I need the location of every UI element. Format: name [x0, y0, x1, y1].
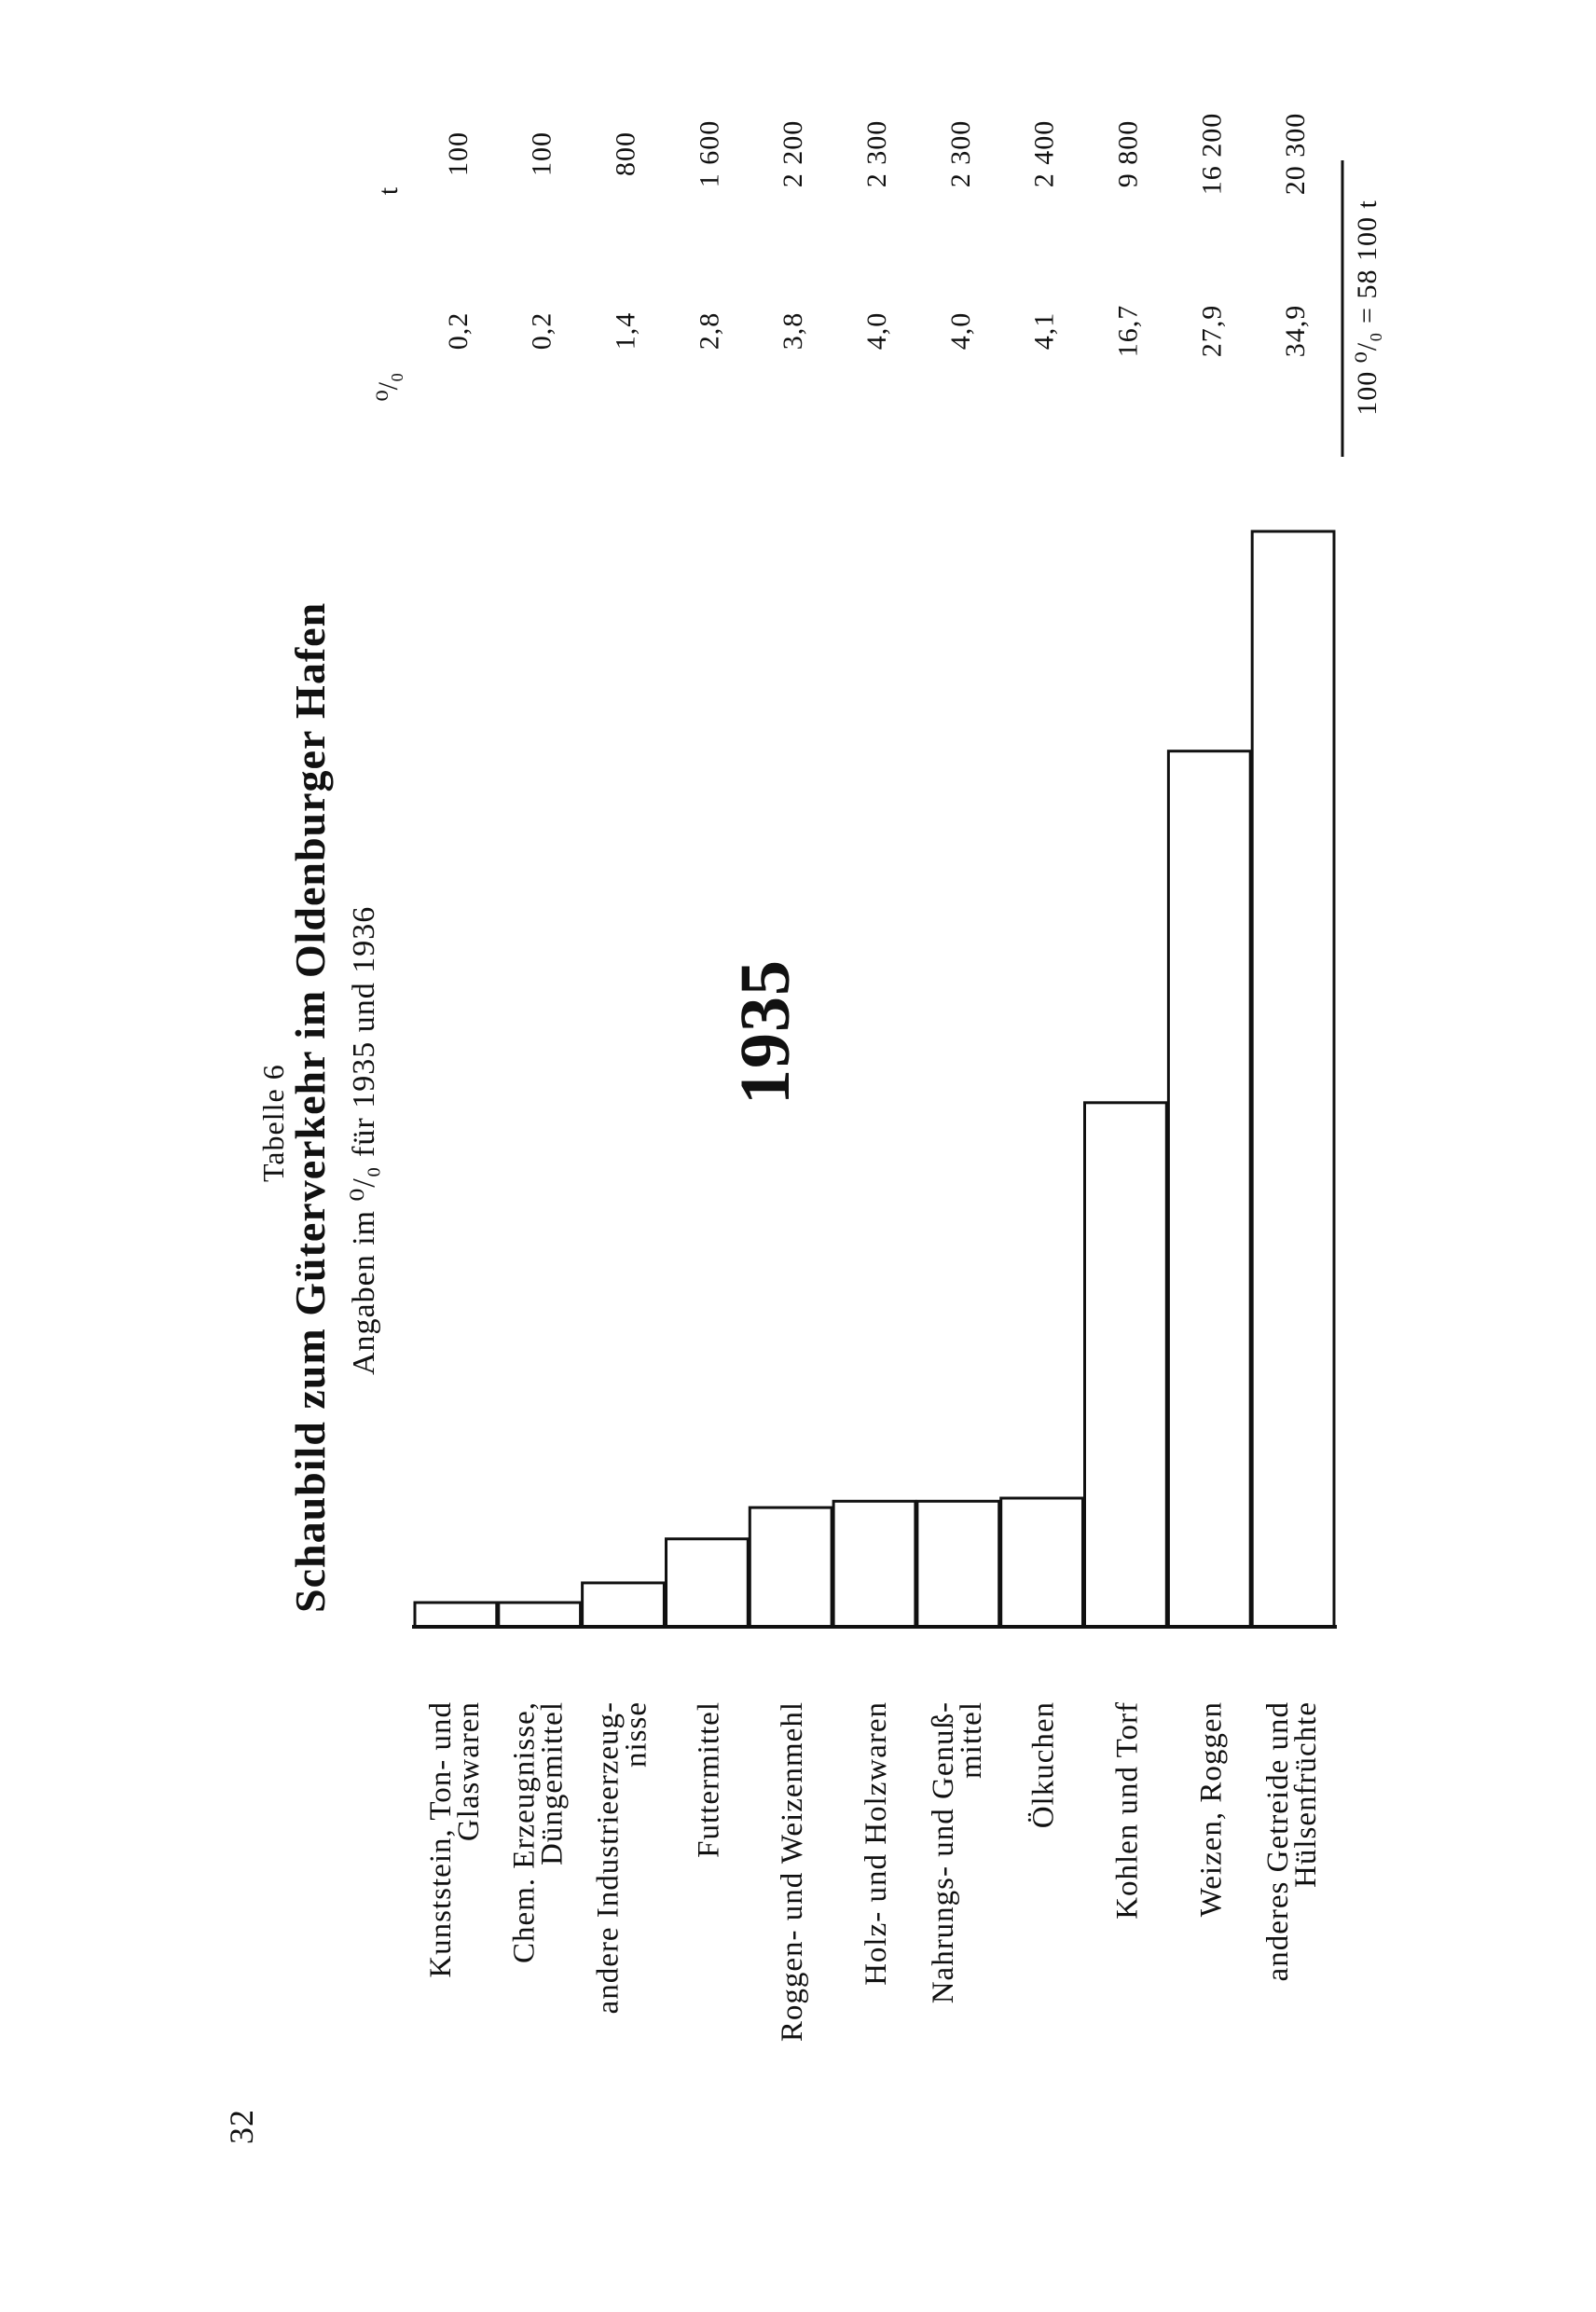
bar-6: [917, 1501, 999, 1627]
chart-subtitle: Angaben im ⁰/₀ für 1935 und 1936: [347, 905, 381, 1375]
category-label-line2: nisse: [619, 1701, 654, 1768]
percent-label-3: 2,8: [694, 311, 725, 351]
category-label-line2: Glaswaren: [451, 1701, 486, 1842]
tonnage-label-10: 20 300: [1280, 112, 1312, 196]
category-label-line1: andere Industrieerzeug-: [591, 1701, 626, 2015]
category-label-9: [1194, 1701, 1228, 1917]
tonnage-label-6: 2 300: [944, 119, 976, 188]
bar-3: [667, 1539, 749, 1627]
category-label-line2: Düngemittel: [535, 1701, 570, 1865]
bar-9: [1168, 751, 1250, 1627]
percent-label-4: 3,8: [777, 311, 809, 351]
bar-7: [1001, 1498, 1083, 1627]
bar-10: [1252, 531, 1334, 1627]
category-label-line1: Holz- und Holzwaren: [860, 1701, 893, 1986]
page-number: 32: [223, 2109, 260, 2144]
percent-label-7: 4,1: [1028, 311, 1060, 351]
tonnage-label-1: 100: [526, 131, 557, 176]
tonnage-label-7: 2 400: [1028, 119, 1060, 188]
chart-title: Schaubild zum Güterverkehr im Oldenburger Hafen: [286, 601, 334, 1613]
total-label: 100 ⁰/₀ = 58 100 t: [1352, 200, 1383, 416]
category-label-3: [692, 1701, 725, 1858]
tonnage-label-8: 9 800: [1112, 119, 1144, 188]
bar-8: [1085, 1103, 1167, 1627]
category-label-5: [860, 1701, 893, 1986]
category-label-line1: Weizen, Roggen: [1194, 1701, 1229, 1918]
category-label-2: [592, 1701, 654, 2014]
category-label-line1: anderes Getreide und: [1261, 1701, 1296, 1982]
percent-header: ⁰/₀: [373, 372, 404, 402]
category-label-0: [424, 1701, 486, 1978]
tonnage-label-2: 800: [610, 131, 641, 176]
percent-label-2: 1,4: [610, 311, 641, 351]
bar-1: [499, 1603, 581, 1627]
table-label: Tabelle 6: [256, 1064, 290, 1182]
category-label-line2: Hülsenfrüchte: [1289, 1701, 1324, 1888]
bar-4: [750, 1507, 832, 1627]
category-label-line1: Nahrungs- und Genuß-: [926, 1701, 960, 2004]
category-label-4: [776, 1701, 809, 2042]
category-label-10: [1261, 1701, 1323, 1981]
tonnage-label-3: 1 600: [694, 119, 725, 188]
percent-label-5: 4,0: [861, 311, 892, 351]
category-label-line1: Ölkuchen: [1026, 1701, 1061, 1829]
year-label: 1935: [726, 959, 805, 1105]
percent-label-0: 0,2: [442, 311, 474, 351]
tonnage-label-4: 2 200: [777, 119, 809, 188]
category-label-line1: Roggen- und Weizenmehl: [776, 1701, 810, 2043]
tonnage-label-0: 100: [442, 131, 474, 176]
tonnage-header: t: [373, 186, 404, 196]
percent-label-6: 4,0: [944, 311, 976, 351]
percent-label-9: 27,9: [1196, 304, 1228, 358]
percent-label-8: 16,7: [1112, 304, 1144, 358]
percent-label-10: 34,9: [1280, 304, 1312, 358]
tonnage-label-5: 2 300: [861, 119, 892, 188]
tonnage-label-9: 16 200: [1196, 112, 1228, 196]
category-label-line1: Kohlen und Torf: [1110, 1701, 1145, 1920]
category-label-line1: Kunststein, Ton- und: [423, 1701, 458, 1978]
bar-2: [583, 1583, 665, 1627]
bar-5: [833, 1501, 915, 1627]
category-label-8: [1111, 1701, 1145, 1920]
percent-label-1: 0,2: [526, 311, 557, 351]
category-label-7: [1027, 1701, 1061, 1828]
category-label-line1: Futtermittel: [692, 1701, 726, 1858]
category-label-6: [927, 1701, 988, 2003]
category-label-line1: Chem. Erzeugnisse,: [507, 1701, 542, 1964]
bar-0: [415, 1603, 497, 1627]
category-label-1: [508, 1701, 570, 1963]
category-label-line2: mittel: [954, 1701, 988, 1779]
